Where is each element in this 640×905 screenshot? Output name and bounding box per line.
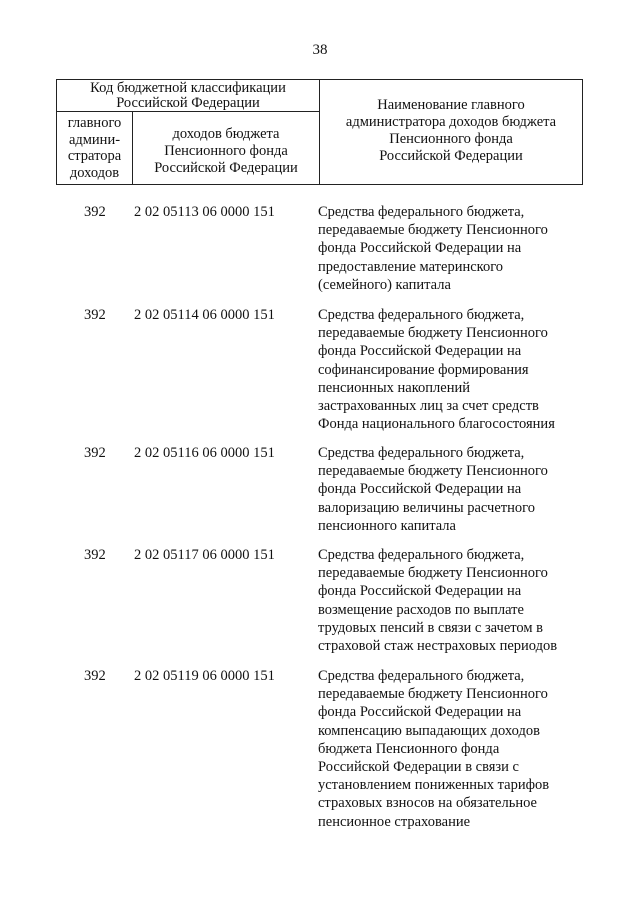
description-line: Средства федерального бюджета,: [318, 668, 525, 684]
description-line: софинансирование формирования: [318, 361, 529, 378]
header-income-column: [133, 112, 319, 184]
header-classification-title: [57, 80, 319, 112]
header-line: Пенсионного фонда: [389, 131, 513, 147]
admin-code: 392: [84, 204, 106, 220]
admin-code: 392: [84, 668, 106, 684]
description-line: Средства федерального бюджета,: [318, 445, 525, 461]
description-line: страховых взносов на обязательное: [318, 795, 537, 812]
header-line: администратора доходов бюджета: [345, 114, 557, 130]
header-line: стратора: [67, 148, 122, 164]
description-line: передаваемые бюджету Пенсионного: [318, 222, 548, 239]
description-line: (семейного) капитала: [318, 276, 451, 293]
description-line: фонда Российской Федерации на: [318, 583, 522, 600]
header-classification-group: [57, 80, 320, 184]
admin-code: 392: [84, 307, 106, 323]
header-line: Российской Федерации: [116, 95, 260, 111]
income-code: 2 02 05119 06 0000 151: [134, 668, 275, 684]
income-description: [318, 444, 618, 535]
income-description: [318, 667, 618, 831]
admin-code: 392: [84, 547, 106, 563]
description-line: пенсионных накоплений: [318, 379, 471, 396]
table-header: [56, 79, 583, 185]
description-line: валоризацию величины расчетного: [318, 499, 535, 516]
description-line: передаваемые бюджету Пенсионного: [318, 686, 548, 703]
description-line: установлением пониженных тарифов: [318, 777, 550, 794]
description-line: трудовых пенсий в связи с зачетом в: [318, 619, 544, 636]
description-line: пенсионного капитала: [318, 517, 456, 534]
header-admin-column: [57, 112, 133, 184]
description-line: Средства федерального бюджета,: [318, 547, 525, 563]
description-line: Средства федерального бюджета,: [318, 307, 525, 323]
header-line: Наименование главного: [377, 97, 525, 113]
description-line: передаваемые бюджету Пенсионного: [318, 565, 548, 582]
income-description: [318, 306, 618, 433]
page-number: 38: [312, 42, 328, 58]
description-line: бюджета Пенсионного фонда: [318, 740, 500, 757]
header-line: Пенсионного фонда: [164, 143, 288, 159]
description-line: страховой стаж нестраховых периодов: [318, 638, 558, 655]
description-line: Средства федерального бюджета,: [318, 204, 525, 220]
description-line: фонда Российской Федерации на: [318, 240, 522, 257]
description-line: фонда Российской Федерации на: [318, 343, 522, 360]
description-line: застрахованных лиц за счет средств: [318, 398, 539, 415]
header-line: Российской Федерации: [154, 160, 298, 176]
description-line: Фонда национального благосостояния: [318, 416, 555, 433]
description-line: передаваемые бюджету Пенсионного: [318, 325, 548, 342]
description-line: фонда Российской Федерации на: [318, 704, 522, 721]
header-line: Российской Федерации: [379, 148, 523, 164]
description-line: компенсацию выпадающих доходов: [318, 722, 540, 739]
income-code: 2 02 05116 06 0000 151: [134, 445, 275, 461]
header-line: доходов: [69, 164, 120, 181]
description-line: фонда Российской Федерации на: [318, 481, 522, 498]
header-line: админи-: [68, 131, 121, 148]
income-description: [318, 546, 618, 655]
income-code: 2 02 05114 06 0000 151: [134, 307, 275, 323]
header-name-column: [320, 80, 582, 184]
header-line: Код бюджетной классификации: [90, 80, 286, 96]
admin-code: 392: [84, 445, 106, 461]
income-description: [318, 203, 618, 294]
description-line: предоставление материнского: [318, 258, 504, 275]
header-line: доходов бюджета: [172, 126, 280, 142]
description-line: пенсионное страхование: [318, 813, 471, 830]
description-line: возмещение расходов по выплате: [318, 601, 524, 618]
description-line: передаваемые бюджету Пенсионного: [318, 463, 548, 480]
header-line: главного: [67, 115, 122, 131]
income-code: 2 02 05117 06 0000 151: [134, 547, 275, 563]
description-line: Российской Федерации в связи с: [318, 759, 519, 776]
income-code: 2 02 05113 06 0000 151: [134, 204, 275, 220]
